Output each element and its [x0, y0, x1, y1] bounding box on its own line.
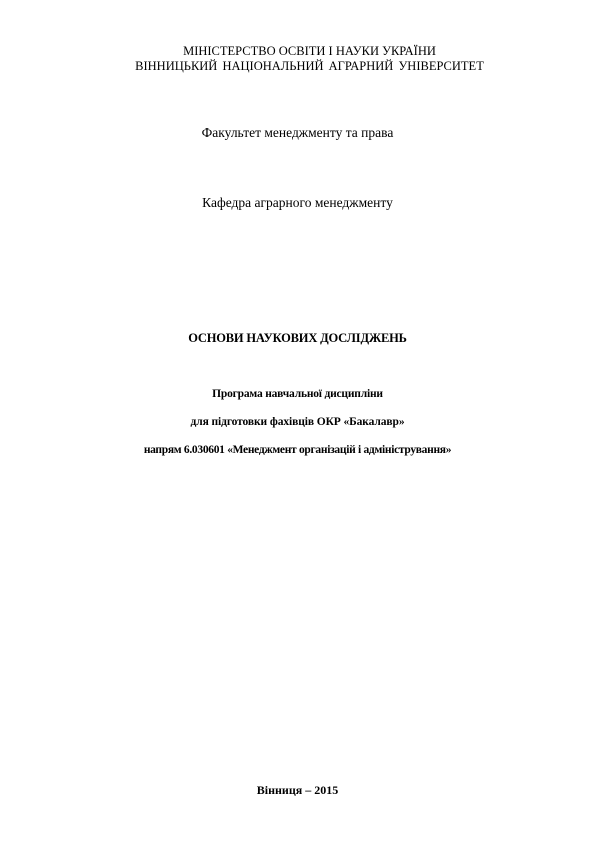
university-name: ВІННИЦЬКИЙ НАЦІОНАЛЬНИЙ АГРАРНИЙ УНІВЕРСИТЕТ [135, 59, 484, 73]
ministry-name: МІНІСТЕРСТВО ОСВІТИ І НАУКИ УКРАЇНИ [183, 44, 436, 58]
course-title: ОСНОВИ НАУКОВИХ ДОСЛІДЖЕНЬ [188, 331, 407, 345]
study-direction: напрям 6.030601 «Менеджмент організацій і адміністрування» [143, 444, 452, 456]
city-year: Вінниця – 2015 [256, 783, 339, 797]
department-name: Кафедра аграрного менеджменту [202, 195, 393, 210]
program-title: Програма навчальної дисципліни [212, 388, 383, 400]
faculty-name: Факультет менеджменту та права [201, 125, 394, 140]
preparation-level: для підготовки фахівців ОКР «Бакалавр» [190, 416, 405, 428]
